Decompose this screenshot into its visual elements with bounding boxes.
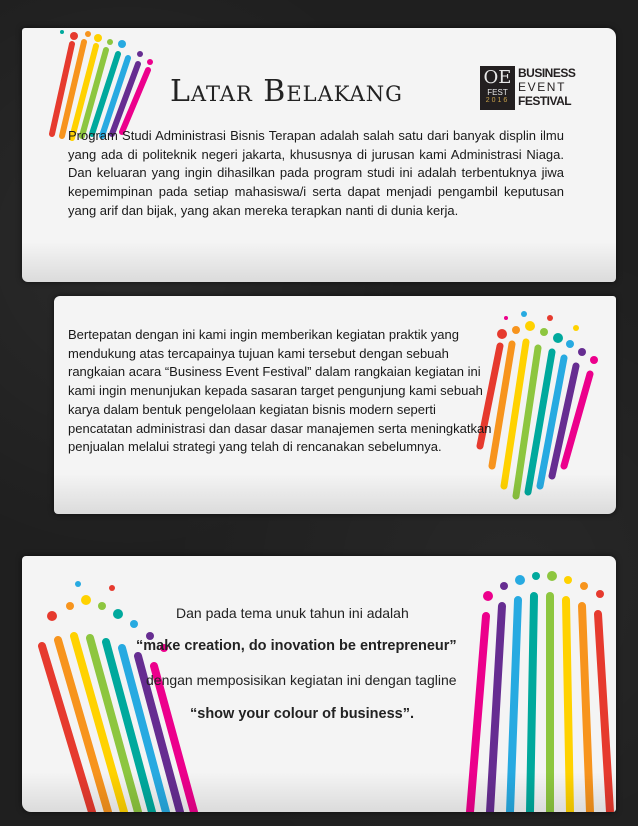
logo-badge (480, 66, 515, 110)
rainbow-stripes-decoration (466, 556, 616, 812)
logo-line-festival: FESTIVAL (518, 94, 572, 108)
section2-paragraph: Bertepatan dengan ini kami ingin memberikan kegiatan praktik yang mendukung atas tercapainya tujuan kami tersebut dengan sebuah rangkaian acara “Business Event Festival” dalam rangkaian kegiatan ini kami ingin menunjukan kepada sasaran target pengunjung kami sebuah karya dalam bentuk pengelolaan kegiatan bisnis modern seperti pencatatan administrasi dan dasar dasar manajemen serta meningkatkan penjualan melalui strategi yang telah di rencanakan sebelumnya. (68, 327, 492, 455)
page-title: Latar Belakang (170, 74, 403, 109)
logo-line-business: BUSINESS (518, 66, 576, 80)
section1-paragraph: Program Studi Administrasi Bisnis Terapan adalah salah satu dari banyak displin ilmu yang ada di politeknik negeri jakarta, khususnya di jurusan kami Administrasi Niaga. Dan keluaran yang ingin dihasilkan pada program studi ini adalah terbentuknya jiwa kepemimpinan pada setiap mahasiswa/i serta dapat menjadi pengambil keputusan yang arif dan bijak, yang akan mereka terapkan nanti di dunia kerja. (68, 128, 564, 218)
logo-badge-sub: FEST (487, 88, 508, 97)
logo-badge-year: 2016 (485, 97, 510, 104)
theme-line-slogan: “make creation, do inovation be entrepreneur” (136, 638, 457, 654)
theme-line-intro: Dan pada tema unuk tahun ini adalah (176, 605, 409, 621)
logo-badge-letters: OE (483, 67, 512, 88)
business-event-festival-logo (480, 66, 580, 110)
theme-line-tagline: “show your colour of business”. (190, 706, 414, 722)
theme-line-tagline-intro: dengan memposisikan kegiatan ini dengan tagline (146, 672, 457, 688)
logo-wordmark (518, 66, 575, 108)
logo-line-event: EVENT (518, 80, 567, 94)
